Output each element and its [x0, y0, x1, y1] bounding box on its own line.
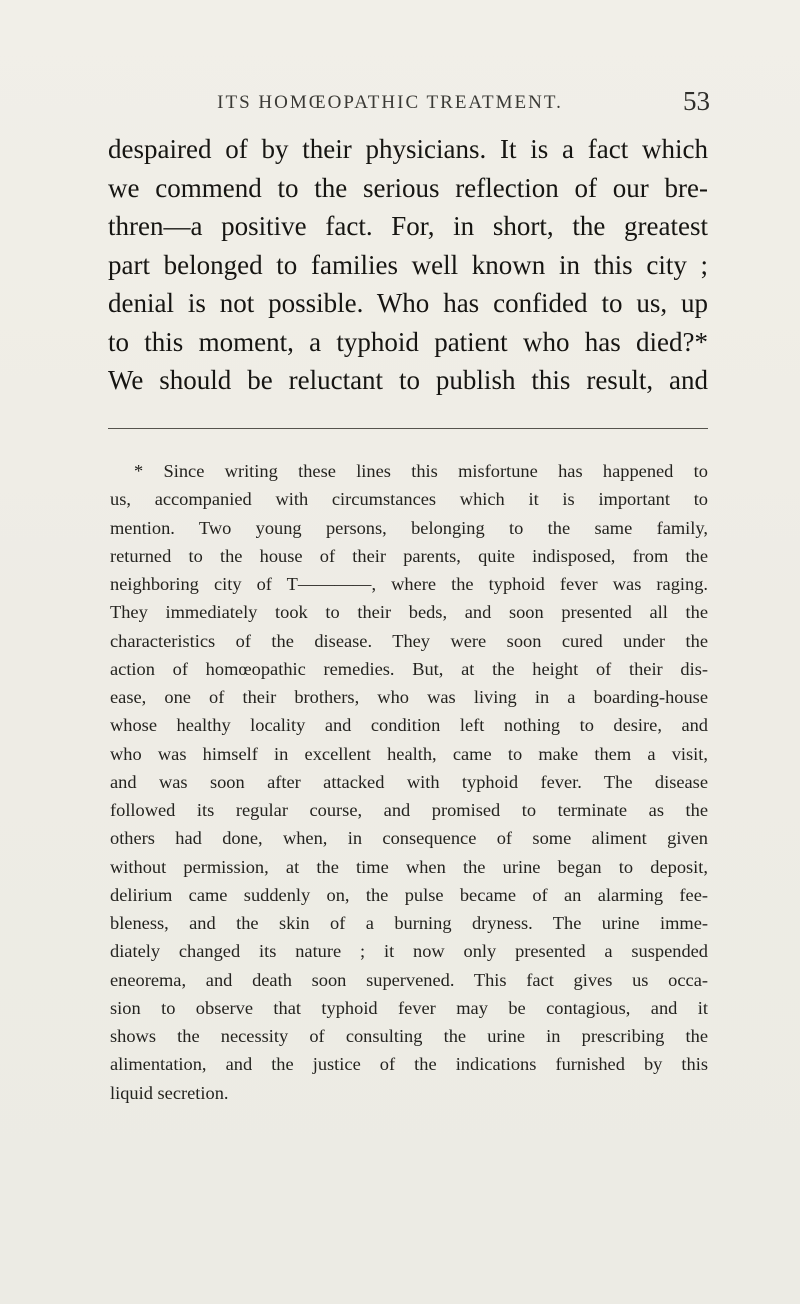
footnote-line: bleness, and the skin of a burning dryness. The urine imme-	[110, 913, 708, 933]
footnote-line: neighboring city of T————, where the typhoid fever was raging.	[110, 574, 708, 594]
page-number: 53	[683, 86, 710, 116]
main-text-line: despaired of by their physicians. It is a fact which	[108, 134, 708, 164]
footnote-line: action of homœopathic remedies. But, at the height of their dis-	[110, 658, 708, 679]
main-text-line: part belonged to families well known in this city ;	[108, 249, 708, 280]
footnote-line: who was himself in excellent health, came to make them a visit,	[110, 743, 708, 764]
footnote-line: eneorema, and death soon supervened. This fact gives us occa-	[110, 969, 708, 990]
footnote-line: followed its regular course, and promised to terminate as the	[110, 800, 708, 820]
main-text-line: we commend to the serious reflection of our bre-	[108, 172, 708, 203]
footnote-line: whose healthy locality and condition left nothing to desire, and	[110, 715, 708, 736]
footnote-line: alimentation, and the justice of the indications furnished by this	[110, 1054, 708, 1075]
main-text-line: thren—a positive fact. For, in short, the greatest	[108, 211, 708, 241]
footnote-line: and was soon after attacked with typhoid fever. The disease	[110, 771, 708, 792]
footnote-line: others had done, when, in consequence of some aliment given	[110, 828, 708, 849]
main-text-line: We should be reluctant to publish this result, and	[108, 365, 708, 395]
footnote-line: diately changed its nature ; it now only presented a suspended	[110, 941, 708, 962]
footnote-line: liquid secretion.	[110, 1082, 229, 1103]
footnote-line: mention. Two young persons, belonging to the same family,	[110, 517, 708, 538]
main-paragraph	[108, 130, 708, 400]
footnote-line: delirium came suddenly on, the pulse became of an alarming fee-	[110, 884, 708, 905]
running-title: ITS HOMŒOPATHIC TREATMENT.	[217, 92, 563, 113]
footnote-line: shows the necessity of consulting the urine in prescribing the	[110, 1026, 708, 1046]
footnote-line: ease, one of their brothers, who was living in a boarding-house	[110, 687, 708, 707]
footnote-line: * Since writing these lines this misfortune has happened to	[134, 461, 708, 481]
footnote-line: us, accompanied with circumstances which it is important to	[110, 489, 708, 510]
footnote-line: They immediately took to their beds, and soon presented all the	[110, 602, 708, 623]
running-head	[110, 82, 710, 122]
main-text-line: to this moment, a typhoid patient who has died?*	[108, 326, 708, 357]
footnote-line: without permission, at the time when the urine began to deposit,	[110, 856, 708, 877]
footnote-divider	[108, 428, 708, 429]
footnote-line: sion to observe that typhoid fever may be contagious, and it	[110, 997, 708, 1018]
footnote-line: returned to the house of their parents, quite indisposed, from the	[110, 545, 708, 566]
footnote-line: characteristics of the disease. They were soon cured under the	[110, 630, 708, 651]
main-text-line: denial is not possible. Who has confided to us, up	[108, 288, 708, 318]
footnote	[110, 457, 708, 1107]
